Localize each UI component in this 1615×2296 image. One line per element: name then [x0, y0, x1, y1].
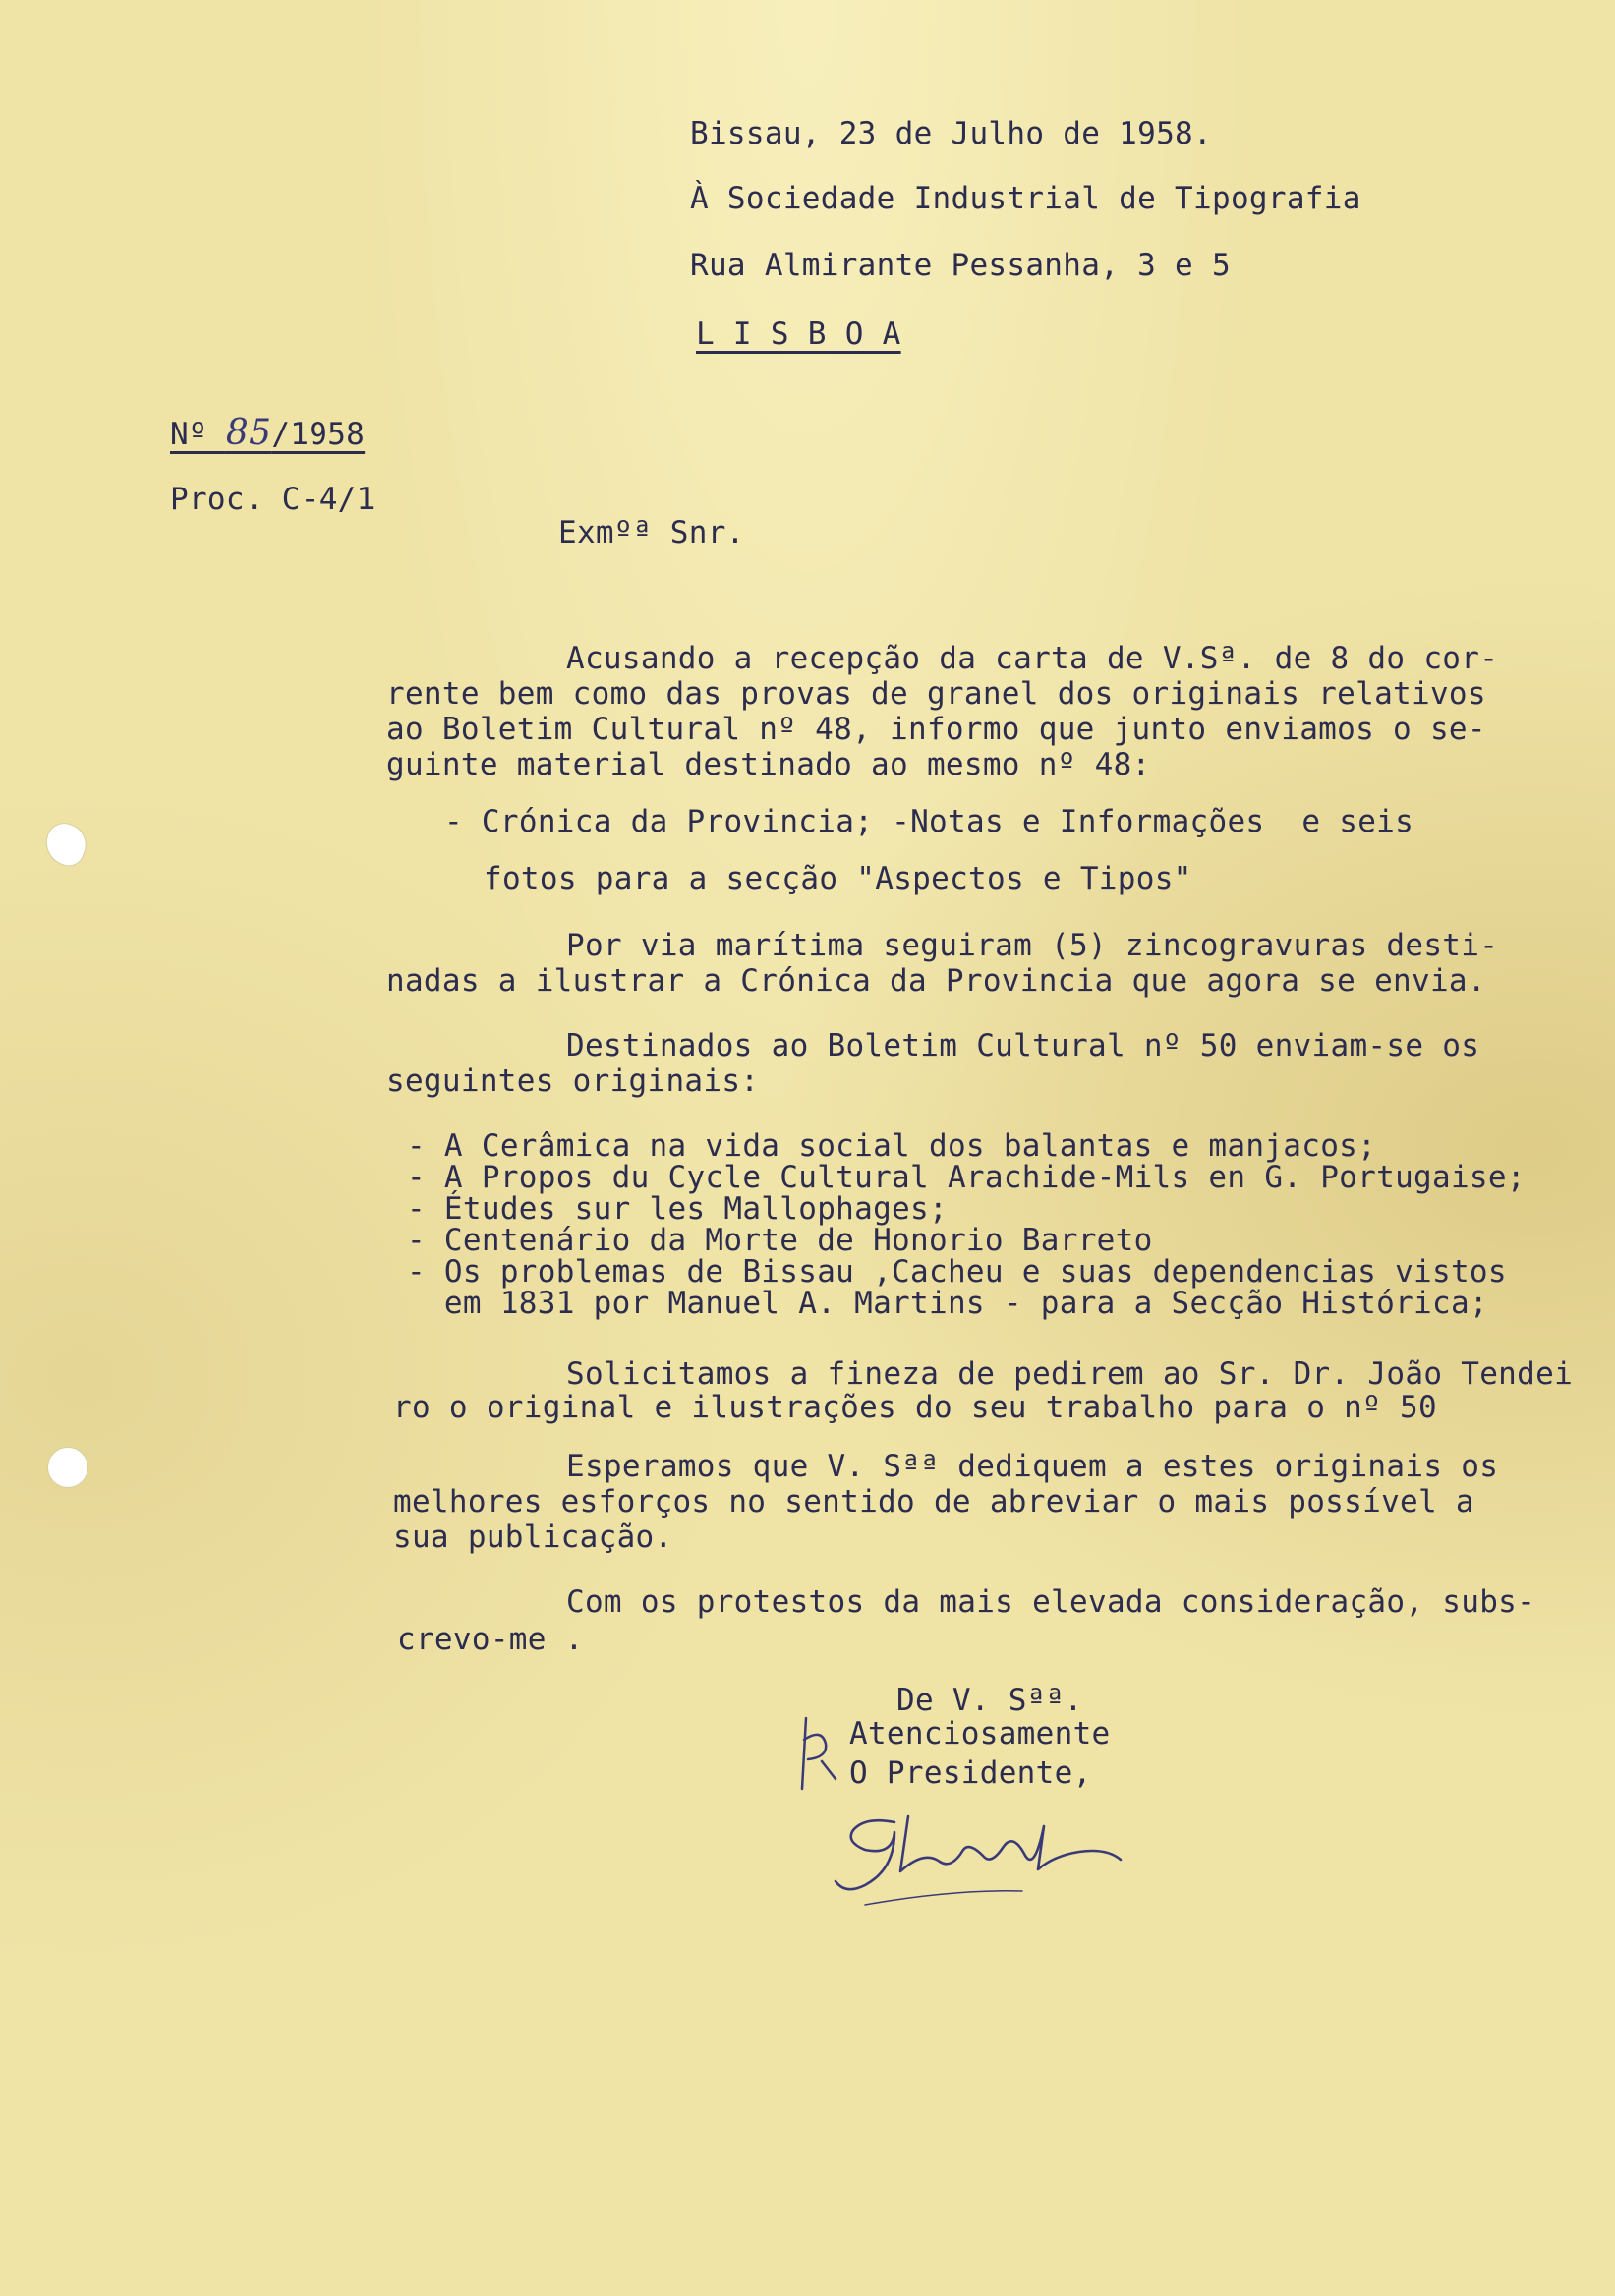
pp-mark: [792, 1710, 841, 1799]
closing-line-1: De V. Sªª.: [896, 1683, 1083, 1718]
para4-line-2: ro o original e ilustrações do seu trabalho para o nº 50: [393, 1390, 1437, 1425]
closing-line-2: Atenciosamente: [849, 1716, 1111, 1751]
reference-number: [170, 415, 365, 453]
originals-list-item-6: em 1831 por Manuel A. Martins - para a Secção Histórica;: [407, 1286, 1488, 1321]
para4-line-1: Solicitamos a fineza de pedirem ao Sr. Dr. João Tendei: [566, 1356, 1574, 1392]
para3-line-2: seguintes originais:: [386, 1063, 760, 1099]
para6-line-1: Com os protestos da mais elevada consideração, subs-: [566, 1584, 1536, 1620]
para3-line-1: Destinados ao Boletim Cultural nº 50 enviam-se os: [566, 1028, 1480, 1063]
reference-number-prefix: Nº: [170, 417, 226, 452]
para1-line-4: guinte material destinado ao mesmo nº 48:: [386, 747, 1151, 782]
para1-line-2: rente bem como das provas de granel dos originais relativos: [386, 676, 1486, 712]
originals-list-item-4: - Centenário da Morte de Honorio Barreto: [407, 1223, 1153, 1258]
para6-line-2: crevo-me .: [397, 1622, 584, 1657]
closing-line-3: O Presidente,: [849, 1755, 1092, 1791]
para2-line-2: nadas a ilustrar a Crónica da Provincia que agora se envia.: [386, 963, 1486, 999]
originals-list-item-1: - A Cerâmica na vida social dos balantas e manjacos;: [407, 1128, 1377, 1164]
originals-list-item-5: - Os problemas de Bissau ,Cacheu e suas dependencias vistos: [407, 1254, 1507, 1290]
para1-line-1: Acusando a recepção da carta de V.Sª. de 8 do cor-: [566, 641, 1499, 676]
process-reference: Proc. C-4/1: [170, 482, 375, 517]
reference-number-suffix: /1958: [271, 417, 366, 452]
reference-number-handwritten: 85: [225, 413, 272, 453]
punch-hole-top: [39, 818, 92, 871]
recipient-line-1: À Sociedade Industrial de Tipografia: [690, 181, 1361, 216]
item1-line-2: fotos para a secção "Aspectos e Tipos": [484, 861, 1192, 896]
para5-line-3: sua publicação.: [393, 1520, 673, 1555]
para5-line-2: melhores esforços no sentido de abreviar o mais possível a: [393, 1484, 1474, 1520]
originals-list-item-3: - Études sur les Mallophages;: [407, 1191, 948, 1227]
date-line: Bissau, 23 de Julho de 1958.: [690, 116, 1212, 151]
para1-line-3: ao Boletim Cultural nº 48, informo que junto enviamos o se-: [386, 712, 1486, 747]
recipient-city: L I S B O A: [696, 316, 901, 352]
salutation: Exmºª Snr.: [558, 515, 745, 550]
para2-line-1: Por via marítima seguiram (5) zincogravuras desti-: [566, 928, 1499, 963]
president-signature: [826, 1787, 1140, 1924]
punch-hole-bottom: [47, 1447, 88, 1488]
item1-line-1: - Crónica da Provincia; -Notas e Informações e seis: [444, 804, 1414, 839]
para5-line-1: Esperamos que V. Sªª dediquem a estes originais os: [566, 1449, 1499, 1484]
originals-list-item-2: - A Propos du Cycle Cultural Arachide-Mils en G. Portugaise;: [407, 1160, 1526, 1195]
recipient-line-2: Rua Almirante Pessanha, 3 e 5: [690, 248, 1231, 283]
